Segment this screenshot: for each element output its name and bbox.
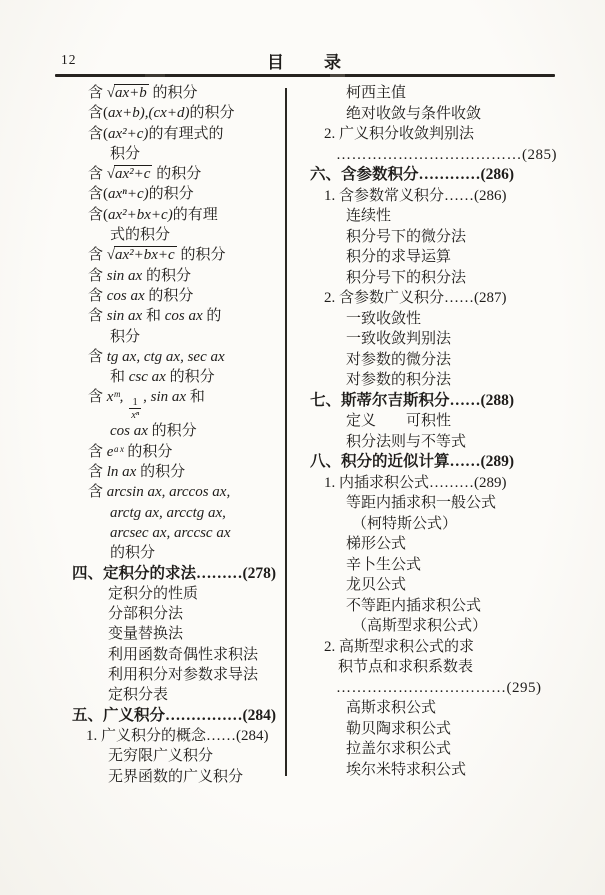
- toc-entry: 含 tg ax, ctg ax, sec ax: [88, 348, 225, 365]
- toc-entry: 对参数的微分法: [346, 351, 452, 368]
- toc-entry: ……………………………(295): [336, 679, 542, 696]
- toc-entry: 不等距内插求积公式: [346, 597, 482, 614]
- toc-entry: 利用函数奇偶性求积法: [108, 646, 259, 663]
- toc-entry: 分部积分法: [108, 606, 184, 623]
- toc-entry: 积分: [110, 328, 141, 345]
- math-expression: ax+b),(cx+d): [108, 105, 190, 122]
- toc-item: 1. 含参数常义积分……(286): [324, 187, 507, 204]
- math-expression: csc ax: [128, 369, 170, 386]
- math-expression: cos ax: [106, 287, 149, 304]
- toc-right-column: [296, 83, 558, 780]
- math-expression: sin ax: [106, 308, 146, 325]
- toc-entry: 勒贝陶求积公式: [346, 720, 452, 737]
- column-divider: [285, 88, 287, 776]
- toc-item: 2. 广义积分收敛判别法: [324, 126, 475, 142]
- toc-entry: 含 ln ax 的积分: [88, 464, 186, 481]
- toc-entry: 龙贝公式: [346, 577, 407, 593]
- toc-entry: 辛卜生公式: [346, 556, 422, 573]
- math-expression: cos ax: [164, 308, 207, 325]
- toc-entry: 高斯求积公式: [346, 700, 437, 716]
- toc-entry: 的积分: [110, 545, 156, 562]
- math-expression: eᵃˣ: [106, 443, 128, 460]
- toc-entry: 积分: [110, 145, 141, 162]
- toc-entry: [110, 503, 284, 523]
- math-expression: sin ax: [150, 389, 190, 406]
- toc-entry: 积分号下的积分法: [346, 269, 467, 286]
- toc-section-header: 八、积分的近似计算……(289): [310, 453, 515, 470]
- toc-entry: 含 √ax+b 的积分: [88, 85, 198, 101]
- math-expression: ln ax: [106, 464, 141, 481]
- math-expression: arctg ax, arcctg ax,: [110, 504, 226, 521]
- toc-entry: 含(ax+b),(cx+d)的积分: [88, 105, 235, 122]
- toc-item: 1. 广义积分的概念……(284): [86, 727, 269, 744]
- page-title: 目 录: [267, 53, 343, 72]
- toc-entry: 对参数的积分法: [346, 372, 452, 388]
- toc-entry: 柯西主值: [346, 85, 407, 101]
- toc-entry: 含 √ax²+bx+c 的积分: [88, 247, 226, 264]
- toc-section-header: 六、含参数积分…………(286): [310, 166, 515, 183]
- toc-entry: 积分的求导运算: [346, 249, 452, 265]
- toc-item: 2. 含参数广义积分……(287): [324, 290, 507, 306]
- toc-entry: 定积分表: [108, 687, 169, 704]
- toc-entry: 和 csc ax 的积分: [110, 369, 215, 386]
- toc-entry: 梯形公式: [346, 536, 407, 552]
- math-expression: ax²+bx+c): [108, 206, 173, 223]
- math-expression: ax²+c): [108, 125, 149, 142]
- toc-section-header: 四、定积分的求法………(278): [72, 564, 277, 582]
- toc-entry: 积分法则与不等式: [346, 433, 467, 450]
- toc-entry: 含 xᵐ, $\frac{1}{\text{xⁿ}}$ , sin ax 和: [88, 389, 205, 422]
- math-expression: sin ax: [106, 267, 146, 284]
- toc-entry: 含(axⁿ+c)的积分: [88, 186, 194, 203]
- toc-entry: 积节点和求积系数表: [338, 659, 474, 675]
- toc-entry: 式的积分: [110, 227, 171, 244]
- toc-entry: 定义 可积性: [346, 413, 452, 429]
- toc-entry: 含(ax²+bx+c)的有理: [88, 206, 218, 223]
- toc-entry: 含 sin ax 的积分: [88, 267, 191, 284]
- fraction-expression: $\frac{1}{\text{xⁿ}}$: [131, 397, 140, 422]
- toc-entry: 无界函数的广义积分: [108, 768, 244, 785]
- sqrt-expression: √ax+b: [106, 85, 147, 101]
- page-header: [55, 48, 555, 72]
- toc-entry: 一致收敛性: [346, 310, 422, 327]
- math-expression: axⁿ+c): [108, 186, 149, 203]
- toc-section-header: 五、广义积分……………(284): [72, 706, 277, 724]
- toc-entry: 绝对收敛与条件收敛: [346, 105, 482, 122]
- math-expression: xᵐ,: [106, 389, 128, 406]
- toc-item: 2. 高斯型求积公式的求: [324, 638, 475, 655]
- toc-entry: 连续性: [346, 208, 392, 224]
- toc-entry: 含 cos ax 的积分: [88, 287, 194, 304]
- toc-entry: 变量替换法: [108, 626, 184, 643]
- toc-entry: 含 eᵃˣ 的积分: [88, 443, 173, 460]
- math-expression: arcsec ax, arccsc ax: [110, 524, 231, 541]
- header-rule: [55, 74, 555, 77]
- toc-entry: 埃尔米特求积公式: [346, 761, 467, 778]
- toc-item: 1. 内插求积公式………(289): [324, 474, 507, 491]
- toc-entry: 利用积分对参数求导法: [108, 667, 259, 684]
- toc-entry: [110, 523, 284, 543]
- toc-entry: 含 √ax²+c 的积分: [88, 166, 202, 183]
- toc-entry: 一致收敛判别法: [346, 331, 452, 347]
- math-expression: arcsin ax, arccos ax,: [106, 484, 231, 501]
- toc-entry: 积分号下的微分法: [346, 228, 467, 245]
- toc-entry: （高斯型求积公式）: [352, 618, 488, 634]
- toc-left-column: [58, 83, 284, 787]
- sqrt-expression: √ax²+bx+c: [106, 247, 175, 264]
- page-number: 12: [61, 52, 77, 67]
- toc-entry: ………………………………(285): [336, 146, 557, 163]
- toc-entry: 定积分的性质: [108, 585, 199, 602]
- toc-entry: （柯特斯公式）: [352, 515, 458, 532]
- toc-entry: 含 sin ax 和 cos ax 的: [88, 308, 222, 325]
- toc-entry: 等距内插求积一般公式: [346, 495, 497, 511]
- toc-entry: 含(ax²+c)的有理式的: [88, 125, 224, 142]
- toc-entry: 含 arcsin ax, arccos ax,: [88, 484, 231, 501]
- toc-entry: 无穷限广义积分: [108, 748, 214, 765]
- toc-entry: 拉盖尔求积公式: [346, 741, 452, 757]
- math-expression: cos ax: [110, 423, 152, 440]
- toc-entry: cos ax 的积分: [110, 423, 197, 440]
- math-expression: tg ax, ctg ax, sec ax: [106, 348, 225, 365]
- sqrt-expression: √ax²+c: [106, 166, 151, 183]
- toc-section-header: 七、斯蒂尔吉斯积分……(288): [310, 391, 515, 409]
